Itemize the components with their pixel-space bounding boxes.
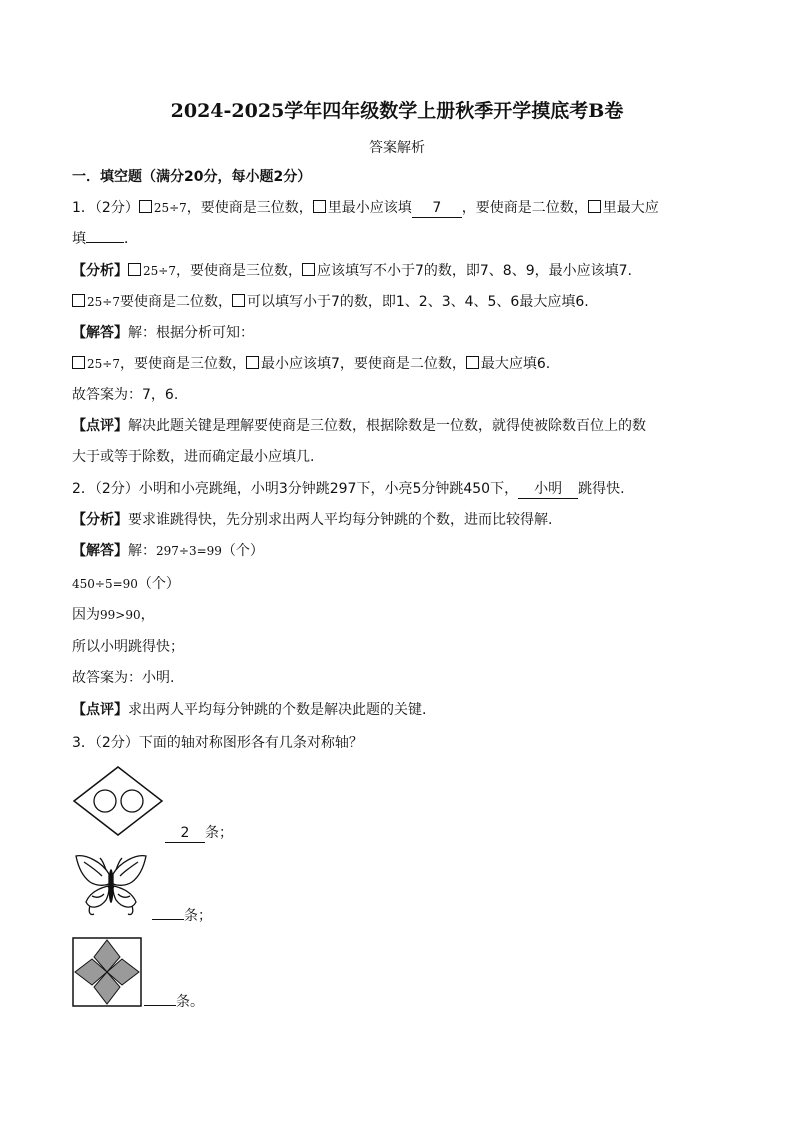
q1-expression: 25÷7 bbox=[153, 201, 187, 215]
q2-text: 小明和小亮跳绳，小明3分钟跳297下，小亮5分钟跳450下， bbox=[138, 481, 519, 497]
solution-tag: 【解答】 bbox=[72, 325, 128, 341]
q1-text: 填 bbox=[72, 231, 86, 247]
q2-solution bbox=[72, 541, 264, 561]
q3-text: 下面的轴对称图形各有几条对称轴？ bbox=[138, 735, 363, 751]
q2-text: 跳得快. bbox=[578, 481, 625, 497]
q2-unit: （个） bbox=[137, 576, 180, 592]
q1-expression: 25÷7 bbox=[87, 295, 120, 309]
comment-tag: 【点评】 bbox=[72, 418, 128, 434]
q2-prefix: 2．（2分） bbox=[72, 481, 139, 497]
page-subtitle: 答案解析 bbox=[369, 140, 425, 156]
q1-blank-1: 7 bbox=[412, 200, 462, 218]
q2-text: 因为 bbox=[72, 607, 100, 623]
q1-text: ． bbox=[124, 231, 138, 247]
q3-answer-3 bbox=[144, 992, 204, 1012]
q2-text: 要求谁跳得快，先分别求出两人平均每分钟跳的个数，进而比较得解. bbox=[128, 512, 553, 528]
q3-prefix: 3．（2分） bbox=[72, 735, 139, 751]
analysis-tag: 【分析】 bbox=[72, 512, 128, 528]
q1-expression: 25÷7 bbox=[87, 357, 120, 371]
q1-text: 里最小应该填 bbox=[327, 200, 412, 216]
q1-text: ，要使商是二位数， bbox=[461, 200, 588, 216]
q1-text: 解：根据分析可知： bbox=[128, 325, 254, 341]
square-box-icon bbox=[128, 263, 141, 276]
q1-text: 最小应该填7，要使商是二位数， bbox=[260, 356, 466, 372]
q1-expression: 25÷7 bbox=[143, 264, 176, 278]
q1-comment-1 bbox=[72, 416, 646, 436]
section-heading: 一．填空题（满分20分，每小题2分） bbox=[72, 169, 312, 185]
q1-line-2 bbox=[72, 229, 138, 249]
q3-answer-2 bbox=[152, 906, 212, 926]
q1-line-1 bbox=[72, 198, 659, 218]
q1-text: 应该填写不小于7的数，即7、8、9，最小应该填7. bbox=[316, 263, 632, 279]
q1-text: 解决此题关键是理解要使商是三位数，根据除数是一位数，就得使被除数百位上的数 bbox=[128, 418, 646, 434]
q3-blank-1: 2 bbox=[165, 825, 205, 843]
q3-answer-1 bbox=[165, 823, 233, 843]
q1-text: 里最大应 bbox=[602, 200, 659, 216]
q1-analysis-1 bbox=[72, 261, 632, 281]
square-box-icon bbox=[232, 294, 245, 307]
square-box-icon bbox=[588, 200, 601, 213]
square-box-icon bbox=[302, 263, 315, 276]
q3-text: 条。 bbox=[176, 994, 204, 1010]
square-box-icon bbox=[466, 356, 479, 369]
q3-text: 条； bbox=[205, 825, 233, 841]
q1-text: 最大应填6. bbox=[480, 356, 551, 372]
q3-text: 条； bbox=[184, 908, 212, 924]
square-box-icon bbox=[313, 200, 326, 213]
q2-calc-2: 450÷5=90 bbox=[72, 577, 138, 591]
q3-blank-3 bbox=[144, 1005, 176, 1006]
q2-calc-1: 297÷3=99 bbox=[156, 544, 222, 558]
q2-text: 求出两人平均每分钟跳的个数是解决此题的关键. bbox=[128, 702, 427, 718]
q1-prefix: 1．（2分） bbox=[72, 200, 139, 216]
q1-text: 可以填写小于7的数，即1、2、3、4、5、6最大应填6. bbox=[246, 294, 589, 310]
square-petals-figure bbox=[72, 937, 142, 1007]
q1-comment-2: 大于或等于除数，进而确定最小应填几. bbox=[72, 449, 315, 465]
q1-solution bbox=[72, 323, 254, 343]
q1-answer: 故答案为：7，6. bbox=[72, 387, 179, 403]
q1-text: ，要使商是三位数， bbox=[186, 200, 313, 216]
q3-blank-2 bbox=[152, 919, 184, 920]
q2-comment bbox=[72, 700, 426, 720]
square-box-icon bbox=[72, 294, 85, 307]
q3-line-1 bbox=[72, 733, 363, 753]
square-box-icon bbox=[246, 356, 259, 369]
q2-because bbox=[72, 605, 155, 625]
q2-line-1 bbox=[72, 479, 625, 499]
q2-calc-line-2 bbox=[72, 574, 180, 594]
q2-so: 所以小明跳得快； bbox=[72, 639, 184, 655]
butterfly-figure bbox=[72, 852, 150, 920]
diamond-circles-figure bbox=[72, 765, 164, 837]
comment-tag: 【点评】 bbox=[72, 702, 128, 718]
q1-text: 要使商是二位数， bbox=[119, 294, 232, 310]
q1-blank-2 bbox=[86, 242, 124, 243]
solution-tag: 【解答】 bbox=[72, 543, 128, 559]
q1-solution-2 bbox=[72, 354, 550, 374]
analysis-tag: 【分析】 bbox=[72, 263, 128, 279]
q1-analysis-2 bbox=[72, 292, 589, 312]
q2-text: ， bbox=[140, 607, 155, 623]
q2-unit: （个） bbox=[221, 543, 264, 559]
q2-blank: 小明 bbox=[518, 481, 578, 499]
q2-answer: 故答案为：小明. bbox=[72, 670, 175, 686]
square-box-icon bbox=[72, 356, 85, 369]
q1-text: ，要使商是三位数， bbox=[175, 263, 302, 279]
q2-analysis bbox=[72, 510, 552, 530]
q1-text: ，要使商是三位数， bbox=[119, 356, 246, 372]
page-title: 2024-2025学年四年级数学上册秋季开学摸底考B卷 bbox=[170, 100, 624, 122]
q2-compare: 99>90 bbox=[100, 608, 141, 622]
square-box-icon bbox=[139, 200, 152, 213]
q2-text: 解： bbox=[128, 543, 156, 559]
